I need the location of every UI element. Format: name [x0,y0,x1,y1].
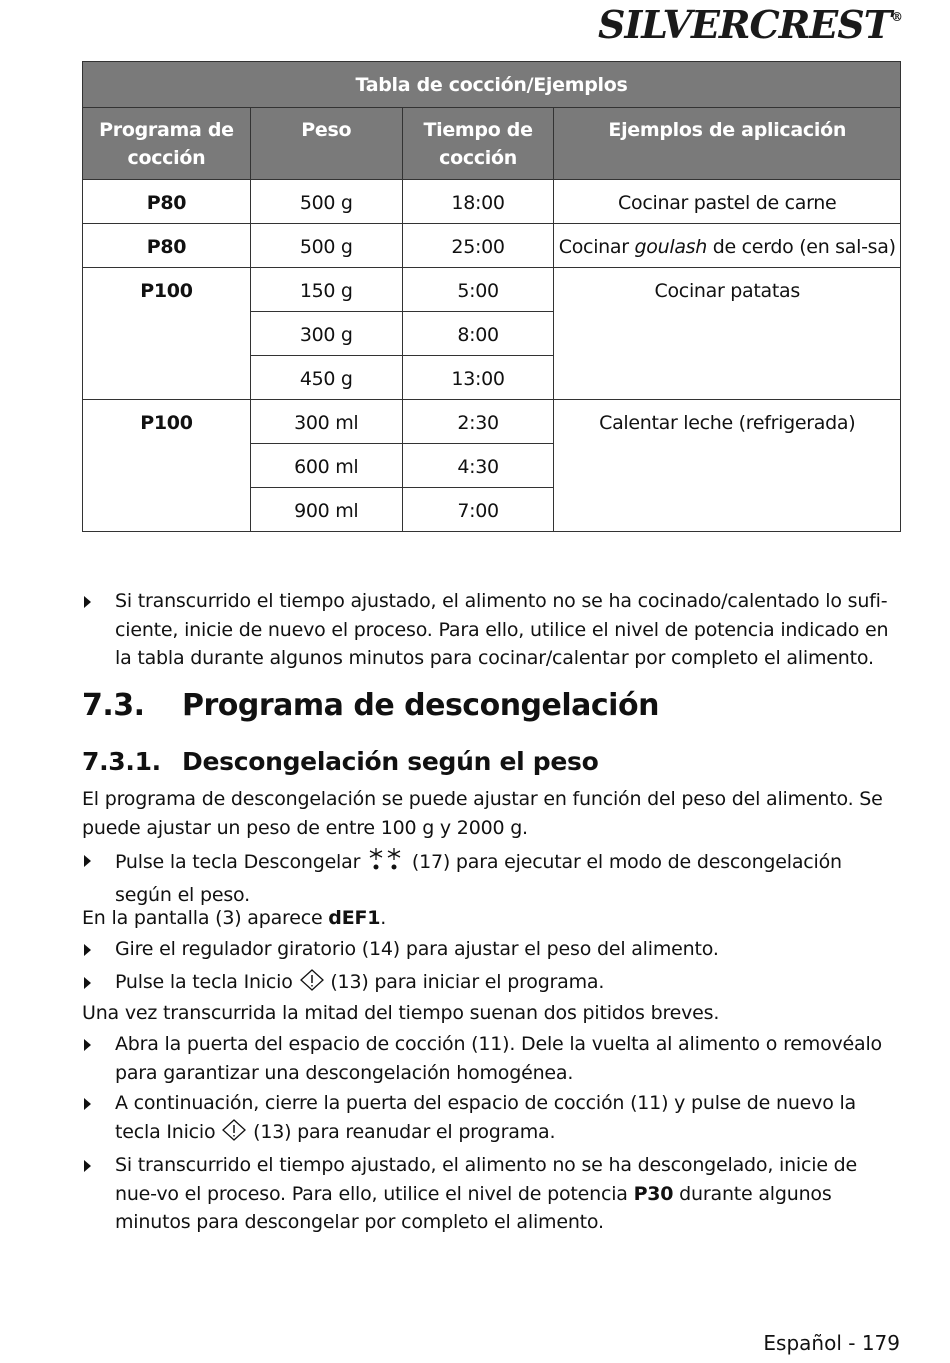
step-open-door: Abra la puerta del espacio de cocción (11). Dele la vuelta al alimento o removéalo para garantizar una descongelación homogénea. [82,1030,902,1087]
step-start: Pulse la tecla Inicio (13) para iniciar el programa. [82,968,902,1001]
table-row: 600 ml 4:30 [83,444,901,488]
bullet-arrow-icon [84,1039,91,1051]
table-row: 300 g 8:00 [83,312,901,356]
header-time: Tiempo de cocción [402,108,554,180]
table-row: P80 500 g 18:00 Cocinar pastel de carne [83,180,901,224]
bullet-arrow-icon [84,944,91,956]
defrost-icon [366,846,406,881]
table-row: 900 ml 7:00 [83,488,901,532]
bullet-arrow-icon [84,1160,91,1172]
example-goulash: Cocinar goulash de cerdo (en sal-sa) [554,224,901,268]
half-time-note: Una vez transcurrida la mitad del tiempo suenan dos pitidos breves. [82,1002,720,1024]
header-weight: Peso [250,108,402,180]
bullet-arrow-icon [84,1098,91,1110]
section-heading: 7.3. Programa de descongelación [82,688,659,723]
step-repeat: Si transcurrido el tiempo ajustado, el alimento no se ha descongelado, inicie de nue-vo el proceso. Para ello, utilice el nivel de potencia P30 durante algunos minutos para descongelar por completo el alimento. [82,1151,902,1237]
step-close-door: A continuación, cierre la puerta del espacio de cocción (11) y pulse de nuevo la tecla Inicio (13) para reanudar el programa. [82,1089,902,1150]
display-line: En la pantalla (3) aparece dEF1. [82,907,387,929]
table-row: 450 g 13:00 [83,356,901,400]
table-title: Tabla de cocción/Ejemplos [83,62,901,108]
step-defrost: Pulse la tecla Descongelar (17) para ejecutar el modo de descongelación según el peso. [82,846,902,909]
bullet-arrow-icon [84,596,91,608]
subsection-heading: 7.3.1. Descongelación según el peso [82,747,599,776]
header-examples: Ejemplos de aplicación [554,108,901,180]
intro-paragraph: El programa de descongelación se puede ajustar en función del peso del alimento. Se puede ajustar un peso de entre 100 g y 2000 g. [82,788,883,839]
note-bullet: Si transcurrido el tiempo ajustado, el alimento no se ha cocinado/calentado lo sufi-ciente, inicie de nuevo el proceso. Para ello, utilice el nivel de potencia indicado en la tabla durante algunos minutos para cocinar/calentar por completo el alimento. [82,587,902,673]
header-program: Programa de cocción [83,108,251,180]
silvercrest-logo: SILVERCREST® [598,2,902,47]
bullet-arrow-icon [84,977,91,989]
cooking-table [82,61,901,532]
start-icon [221,1118,247,1151]
start-icon [299,968,325,1001]
table-row: P100 150 g 5:00 Cocinar patatas [83,268,901,312]
table-row: P80 500 g 25:00 Cocinar goulash de cerdo (en sal-sa) [83,224,901,268]
table-row: P100 300 ml 2:30 Calentar leche (refrigerada) [83,400,901,444]
bullet-arrow-icon [84,855,91,867]
page-footer: Español - 179 [763,1331,900,1355]
step-rotary: Gire el regulador giratorio (14) para ajustar el peso del alimento. [82,935,902,964]
